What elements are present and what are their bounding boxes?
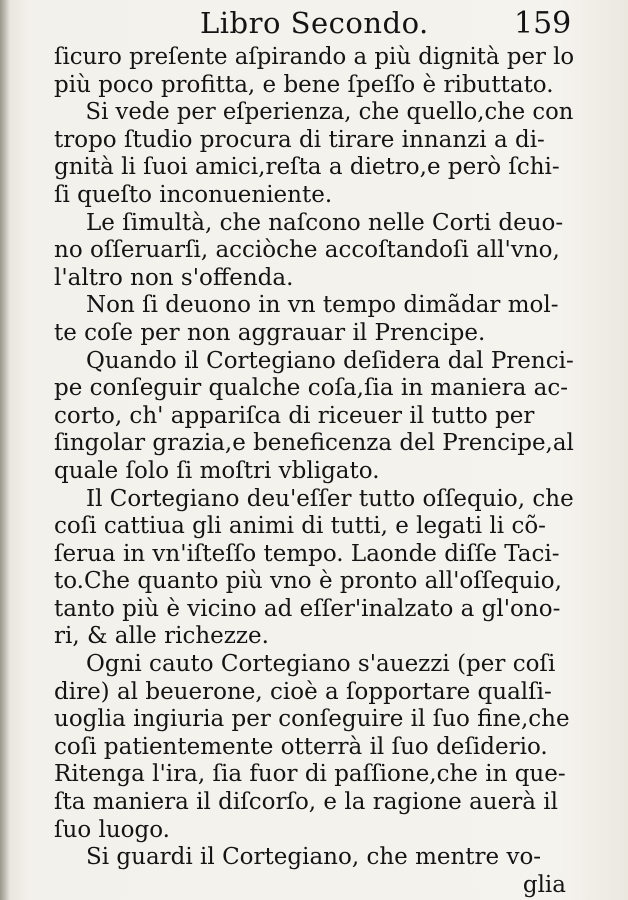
text-line: corto, ch' appariſca di riceuer il tutto per [54,402,535,429]
text-line: Non ſi deuono in vn tempo dimãdar mol- [86,292,559,319]
text-line: l'altro non s'offenda. [54,264,294,291]
text-line: quale ſolo ſi moſtri vbligato. [54,457,380,484]
catchword: glia [522,871,566,898]
text-line: ſingolar grazia,e beneficenza del Prencipe,al [54,430,574,457]
text-line: Il Cortegiano deu'eſſer tutto oſſequio, che [86,485,574,512]
text-line: tanto più è vicino ad eſſer'inalzato a gl'ono- [54,595,561,622]
text-line: uoglia ingiuria per conſeguire il ſuo fine,che [54,706,570,733]
text-line: ſta maniera il diſcorſo, e la ragione auerà il [54,789,558,816]
text-line: Ritenga l'ira, ſia fuor di paſſione,che in que- [54,761,566,788]
text-line: ſi queſto inconueniente. [54,181,333,208]
text-line: dire) al beuerone, cioè a ſopportare qualſi- [54,678,552,705]
text-line: ſerua in vn'iſteſſo tempo. Laonde diſſe Taci- [54,540,560,567]
text-line: Si vede per eſperienza, che quello,che con [85,99,574,126]
page-header [0,4,628,48]
text-line: Le ſimultà, che naſcono nelle Corti deuo- [86,209,564,236]
text-line: to.Che quanto più vno è pronto all'oſſequio, [54,568,562,595]
text-line: Quando il Cortegiano deſidera dal Prenci- [86,347,574,374]
body-text [54,44,574,899]
text-line: Si guardi il Cortegiano, che mentre vo- [86,844,542,871]
running-head: Libro Secondo. [200,6,429,40]
text-line: ri, & alle richezze. [54,623,269,650]
text-line: più poco profitta, e bene ſpeſſo è ributtato. [54,71,554,98]
page-number: 159 [514,6,572,41]
text-line: te coſe per non aggrauar il Prencipe. [54,319,486,346]
text-line: gnità li ſuoi amici,reſta a dietro,e però ſchi- [54,154,560,181]
text-line: Ogni cauto Cortegiano s'auezzi (per coſi [86,651,556,678]
text-line: ſicuro preſente aſpirando a più dignità per lo [54,44,575,70]
text-line: ſuo luogo. [54,816,170,843]
gutter-shadow [0,0,10,900]
text-line: tropo ſtudio procura di tirare innanzi a di- [54,126,545,153]
text-line: pe conſeguir qualche coſa,ſia in maniera ac- [54,375,569,402]
text-line: coſi patientemente otterrà il ſuo deſiderio. [54,733,548,760]
text-line: coſi cattiua gli animi di tutti, e legati li cõ- [54,513,546,540]
text-line: no oſſeruarſi, acciòche accoſtandoſi all'vno, [54,237,560,264]
